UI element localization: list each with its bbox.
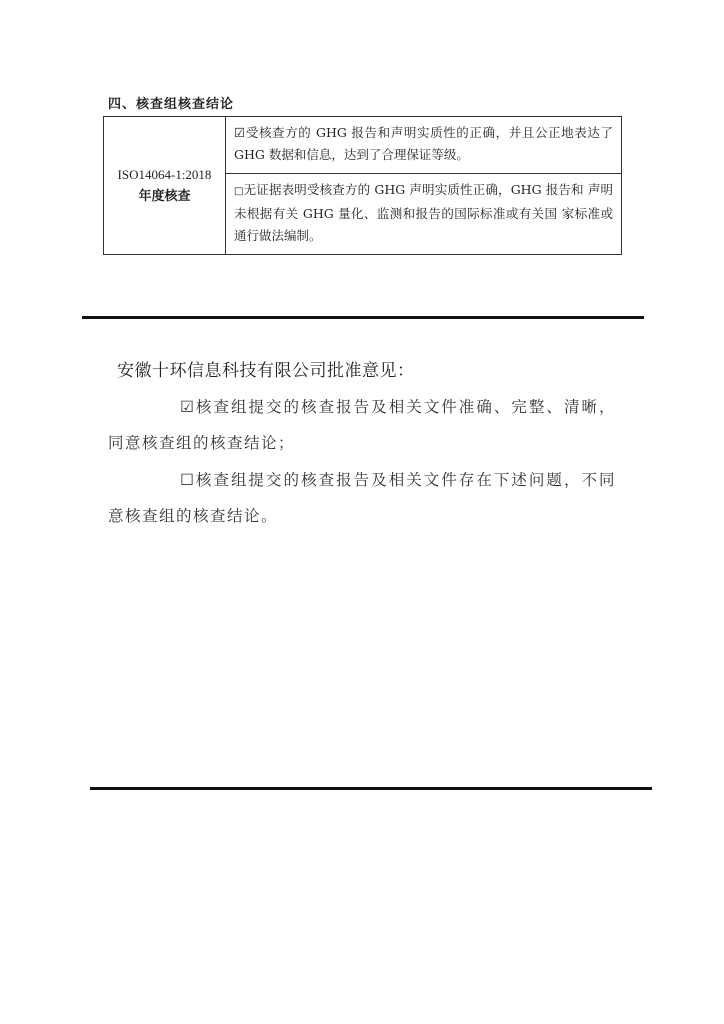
approval-option-1 — [108, 389, 616, 461]
divider-bottom — [90, 787, 652, 790]
approval-title: 安徽十环信息科技有限公司批准意见： — [117, 361, 415, 381]
conclusion-option-1 — [226, 117, 622, 174]
approval-option-1-text: 核查组提交的核查报告及相关文件准确、完整、清晰，同意核查组的核查结论； — [108, 398, 616, 452]
verification-conclusion-table — [103, 116, 622, 255]
verification-type: 年度核查 — [138, 188, 191, 204]
conclusion-option-1-text: 受核查方的 GHG 报告和声明实质性的正确，并且公正地表达了 GHG 数据和信息，达到了合理保证等级。 — [234, 125, 613, 162]
standard-cell — [104, 117, 226, 255]
checked-checkbox-icon[interactable]: ☑ — [180, 398, 196, 416]
unchecked-checkbox-icon[interactable]: □ — [234, 186, 244, 197]
divider-top — [82, 316, 644, 319]
approval-option-2-text: 核查组提交的核查报告及相关文件存在下述问题，不同意核查组的核查结论。 — [108, 471, 616, 525]
section-title: 四、核查组核查结论 — [108, 97, 235, 112]
checked-checkbox-icon[interactable]: ☑ — [234, 125, 246, 140]
conclusion-option-2 — [226, 174, 622, 255]
table-row — [104, 117, 622, 174]
unchecked-checkbox-icon[interactable]: ☐ — [180, 471, 196, 489]
standard-code: ISO14064-1:2018 — [117, 166, 212, 182]
conclusion-option-2-text: 无证据表明受核查方的 GHG 声明实质性正确，GHG 报告和 声明未根据有关 GHG 量化、监测和报告的国际标准或有关国 家标准或通行做法编制。 — [234, 182, 613, 243]
approval-option-2 — [108, 462, 616, 534]
